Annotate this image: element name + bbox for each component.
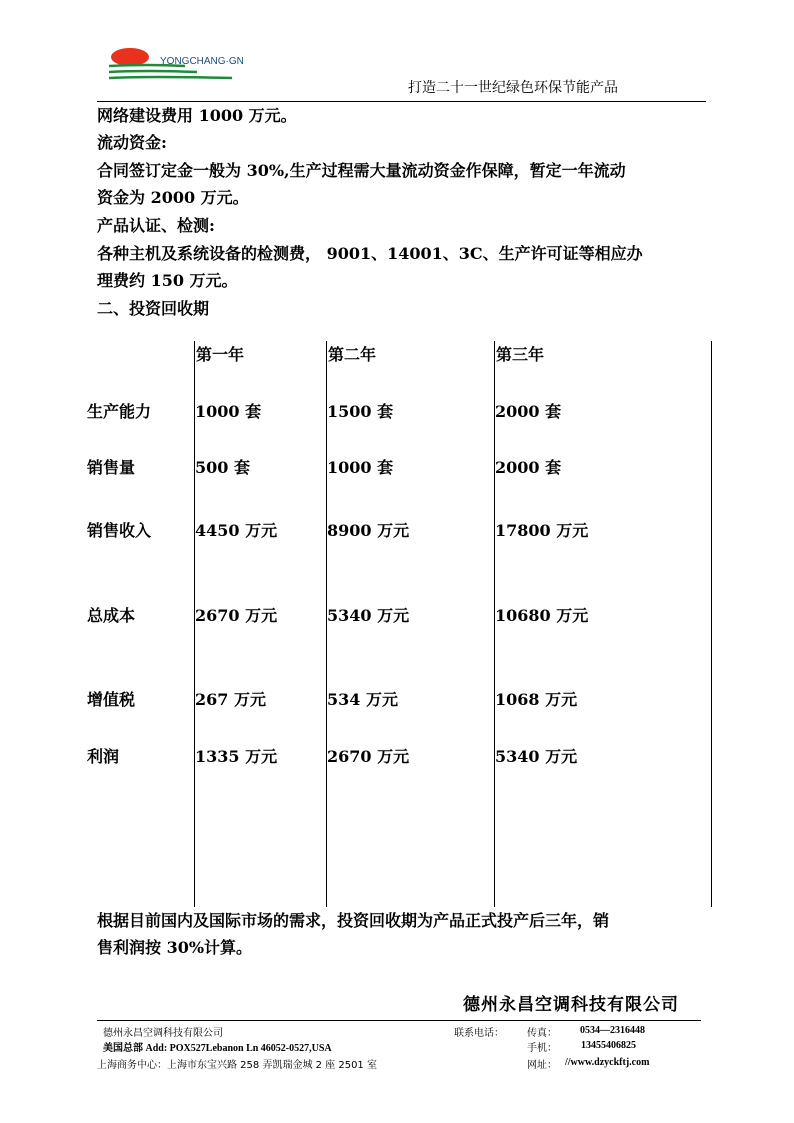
table-cell: 2670 万元 xyxy=(195,606,278,625)
table-cell: 1000 套 xyxy=(327,458,394,477)
row-label: 生产能力 xyxy=(87,402,152,421)
body-line-1: 网络建设费用 1000 万元。 xyxy=(97,106,297,125)
table-header-year2: 第二年 xyxy=(328,345,377,364)
footer-fax-label: 传真： xyxy=(527,1028,557,1039)
row-label: 增值税 xyxy=(87,690,136,709)
footer-shanghai: 上海商务中心：上海市东宝兴路 258 弄凯瑞金城 2 座 2501 室 xyxy=(97,1060,377,1071)
table-cell: 2000 套 xyxy=(495,402,562,421)
table-cell: 10680 万元 xyxy=(495,606,589,625)
footer-web-link[interactable]: //www.dzyckftj.com xyxy=(565,1057,650,1068)
company-signature: 德州永昌空调科技有限公司 xyxy=(463,995,679,1015)
section-heading: 二、投资回收期 xyxy=(97,299,210,318)
table-cell: 5340 万元 xyxy=(327,606,410,625)
conclusion-line-2: 售利润按 30%计算。 xyxy=(97,938,253,957)
body-line-2: 流动资金: xyxy=(97,133,167,152)
table-cell: 1000 套 xyxy=(195,402,262,421)
table-cell: 1500 套 xyxy=(327,402,394,421)
body-line-6: 各种主机及系统设备的检测费， 9001、14001、3C、生产许可证等相应办 xyxy=(97,244,643,263)
table-cell: 17800 万元 xyxy=(495,521,589,540)
row-label: 销售量 xyxy=(87,458,136,477)
row-label: 销售收入 xyxy=(87,521,152,540)
table-header-year1: 第一年 xyxy=(196,345,245,364)
table-cell: 2670 万元 xyxy=(327,747,410,766)
footer-divider xyxy=(97,1020,701,1021)
body-line-4: 资金为 2000 万元。 xyxy=(97,188,249,207)
conclusion-line-1: 根据目前国内及国际市场的需求，投资回收期为产品正式投产后三年，销 xyxy=(97,911,610,930)
footer-company: 德州永昌空调科技有限公司 xyxy=(103,1028,223,1039)
table-cell: 500 套 xyxy=(195,458,250,477)
table-cell: 1068 万元 xyxy=(495,690,578,709)
table-vline-4 xyxy=(711,341,712,907)
header-divider xyxy=(97,101,706,102)
footer-us-hq: 美国总部 Add: POX527Lebanon Ln 46052-0527,USA xyxy=(103,1043,332,1054)
table-header-year3: 第三年 xyxy=(496,345,545,364)
logo-text: YONGCHANG·GN xyxy=(160,56,244,67)
body-line-5: 产品认证、检测: xyxy=(97,216,215,235)
table-cell: 8900 万元 xyxy=(327,521,410,540)
body-line-3: 合同签订定金一般为 30%,生产过程需大量流动资金作保障，暂定一年流动 xyxy=(97,161,626,180)
footer-fax: 0534—2316448 xyxy=(580,1025,645,1036)
row-label: 利润 xyxy=(87,747,120,766)
table-cell: 267 万元 xyxy=(195,690,266,709)
footer-mobile-label: 手机： xyxy=(527,1043,557,1054)
table-cell: 5340 万元 xyxy=(495,747,578,766)
table-cell: 4450 万元 xyxy=(195,521,278,540)
body-line-7: 理费约 150 万元。 xyxy=(97,271,238,290)
table-cell: 2000 套 xyxy=(495,458,562,477)
footer-web-label: 网址： xyxy=(527,1060,557,1071)
footer-mobile: 13455406825 xyxy=(581,1040,636,1051)
footer-contact-label: 联系电话： xyxy=(454,1028,504,1039)
table-cell: 1335 万元 xyxy=(195,747,278,766)
row-label: 总成本 xyxy=(87,606,136,625)
table-cell: 534 万元 xyxy=(327,690,398,709)
header-slogan: 打造二十一世纪绿色环保节能产品 xyxy=(408,80,618,96)
